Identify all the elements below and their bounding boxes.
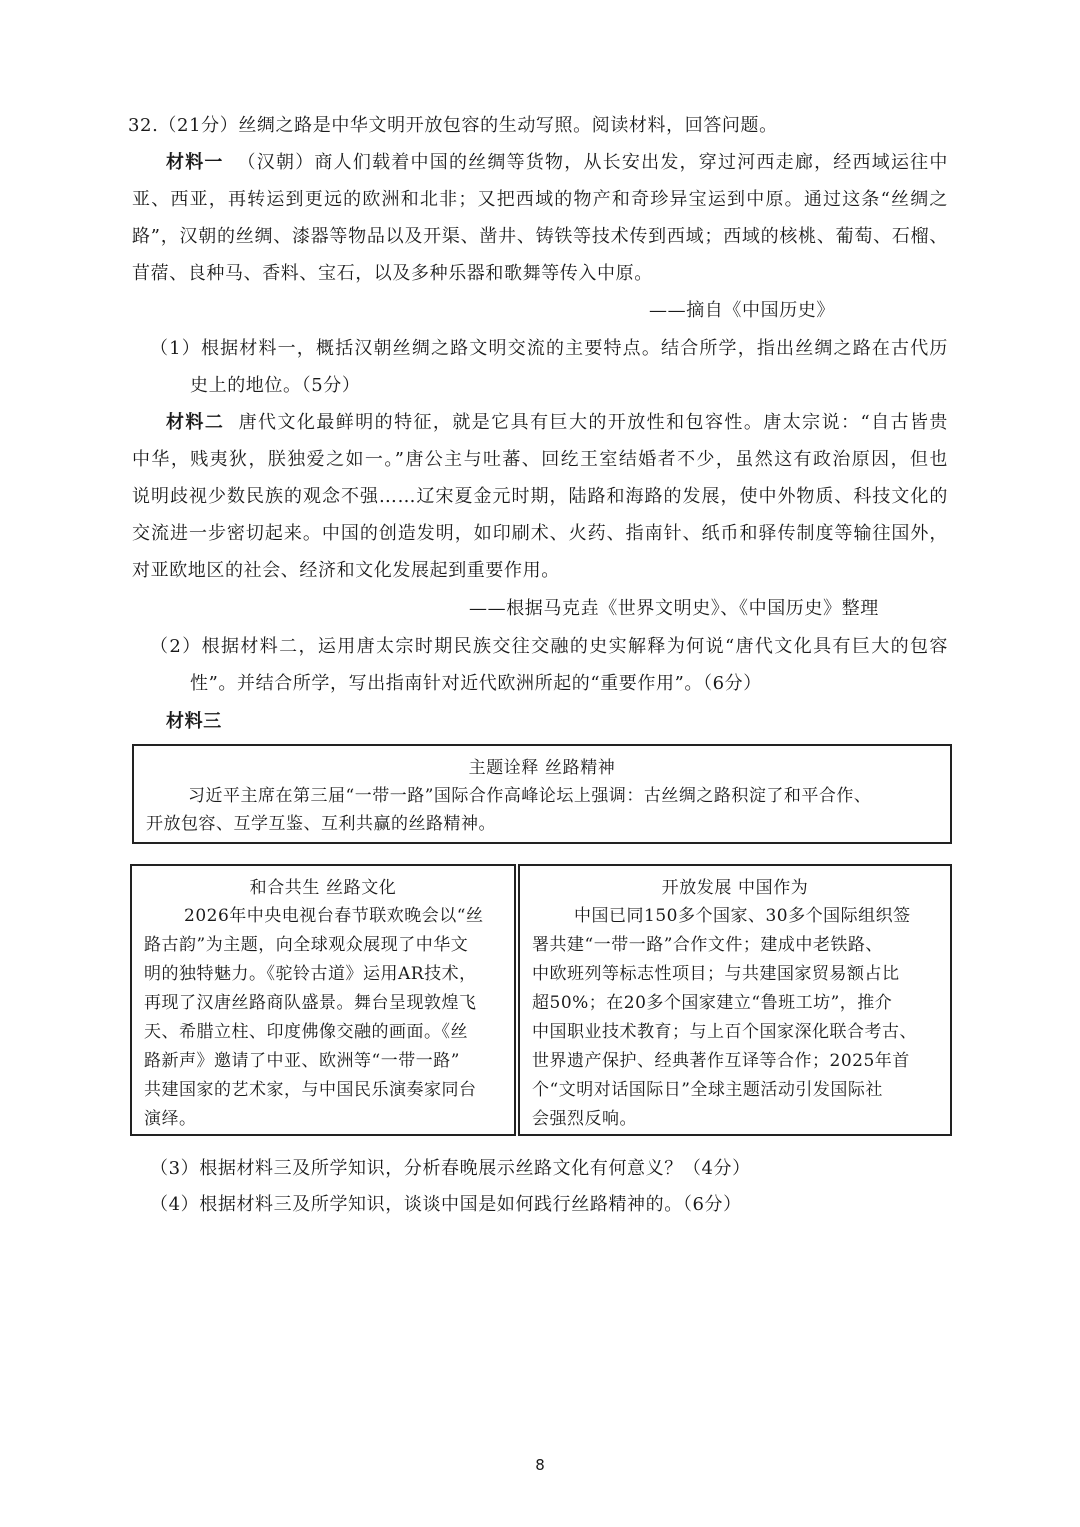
question-1-line-2: 史上的地位。（5分）: [190, 375, 361, 396]
material2-line-4: 交流进一步密切起来。中国的创造发明，如印刷术、火药、指南针、纸币和驿传制度等输往国外，: [132, 523, 948, 544]
action-box-line-8: 会强烈反响。: [532, 1109, 637, 1129]
culture-box-line-6: 路新声》邀请了中亚、欧洲等“一带一路”: [144, 1051, 460, 1071]
action-box-line-7: 个“文明对话国际日”全球主题活动引发国际社: [532, 1080, 883, 1100]
action-box-line-6: 世界遗产保护、经典著作互译等合作；2025年首: [532, 1051, 910, 1071]
question-header: 32.（21分）丝绸之路是中华文明开放包容的生动写照。阅读材料，回答问题。: [128, 115, 778, 136]
action-box-line-4: 超50%；在20多个国家建立“鲁班工坊”，推介: [532, 993, 893, 1013]
material2-line-2: 中华，贱夷狄，朕独爱之如一。”唐公主与吐蕃、回纥王室结婚者不少，虽然这有政治原因，但也: [132, 449, 948, 470]
action-box-line-5: 中国职业技术教育；与上百个国家深化联合考古、: [532, 1022, 917, 1042]
question-2-line-2: 性”。并结合所学，写出指南针对近代欧洲所起的“重要作用”。（6分）: [190, 673, 762, 694]
action-box-line-3: 中欧班列等标志性项目；与共建国家贸易额占比: [532, 964, 900, 984]
question-2-line-1: （2）根据材料二，运用唐太宗时期民族交往交融的史实解释为何说“唐代文化具有巨大的包容: [150, 636, 948, 657]
material2-text-1: 唐代文化最鲜明的特征，就是它具有巨大的开放性和包容性。唐太宗说：“自古皆贵: [238, 412, 948, 433]
question-1-line-1: （1）根据材料一，概括汉朝丝绸之路文明交流的主要特点。结合所学，指出丝绸之路在古代历: [150, 338, 948, 359]
material1-text-1: （汉朝）商人们载着中国的丝绸等货物，从长安出发，穿过河西走廊，经西域运往中: [237, 152, 948, 173]
culture-box-line-8: 演绎。: [144, 1109, 197, 1129]
culture-box-line-4: 再现了汉唐丝路商队盛景。舞台呈现敦煌飞: [144, 993, 477, 1013]
material1-line-3: 路”，汉朝的丝绸、漆器等物品以及开渠、凿井、铸铁等技术传到西域；西域的核桃、葡萄、石榴、: [132, 226, 948, 247]
action-box: [518, 864, 952, 1136]
culture-box-line-5: 天、希腊立柱、印度佛像交融的画面。《丝: [144, 1022, 468, 1042]
spirit-box-line-1: 习近平主席在第三届“一带一路”国际合作高峰论坛上强调：古丝绸之路积淀了和平合作、: [188, 786, 872, 806]
spirit-box-title: 主题诠释 丝路精神: [468, 758, 616, 778]
material1-source: ——摘自《中国历史》: [649, 300, 835, 321]
material3-label: 材料三: [166, 711, 222, 732]
spirit-box: [132, 744, 952, 844]
culture-box-line-3: 明的独特魅力。《驼铃古道》运用AR技术，: [144, 964, 477, 984]
action-box-line-1: 中国已同150多个国家、30多个国际组织签: [574, 906, 911, 926]
material2-source: ——根据马克垚《世界文明史》、《中国历史》整理: [469, 598, 879, 619]
culture-box-line-1: 2026年中央电视台春节联欢晚会以“丝: [184, 906, 484, 926]
action-box-line-2: 署共建“一带一路”合作文件；建成中老铁路、: [532, 935, 883, 955]
culture-box-line-7: 共建国家的艺术家，与中国民乐演奏家同台: [144, 1080, 477, 1100]
spirit-box-line-2: 开放包容、互学互鉴、互利共赢的丝路精神。: [146, 814, 496, 834]
material1-line-2: 亚、西亚，再转运到更远的欧洲和北非；又把西域的物产和奇珍异宝运到中原。通过这条“丝绸之: [132, 189, 948, 210]
question-4: （4）根据材料三及所学知识，谈谈中国是如何践行丝路精神的。（6分）: [150, 1194, 742, 1215]
material2-line-3: 说明歧视少数民族的观念不强……辽宋夏金元时期，陆路和海路的发展，使中外物质、科技文化的: [132, 486, 948, 507]
material1-line-4: 苜蓿、良种马、香料、宝石，以及多种乐器和歌舞等传入中原。: [132, 263, 653, 284]
action-box-title: 开放发展 中国作为: [661, 878, 809, 898]
material1-line-1: [166, 151, 948, 175]
culture-box-title: 和合共生 丝路文化: [249, 878, 397, 898]
page-number: 8: [535, 1456, 545, 1474]
material2-line-5: 对亚欧地区的社会、经济和文化发展起到重要作用。: [132, 560, 560, 581]
material2-label: 材料二: [166, 412, 225, 433]
material2-line-1: [166, 411, 948, 435]
culture-box: [130, 864, 516, 1136]
material1-label: 材料一: [166, 152, 224, 173]
question-3: （3）根据材料三及所学知识，分析春晚展示丝路文化有何意义？（4分）: [150, 1158, 751, 1179]
culture-box-line-2: 路古韵”为主题，向全球观众展现了中华文: [144, 935, 469, 955]
